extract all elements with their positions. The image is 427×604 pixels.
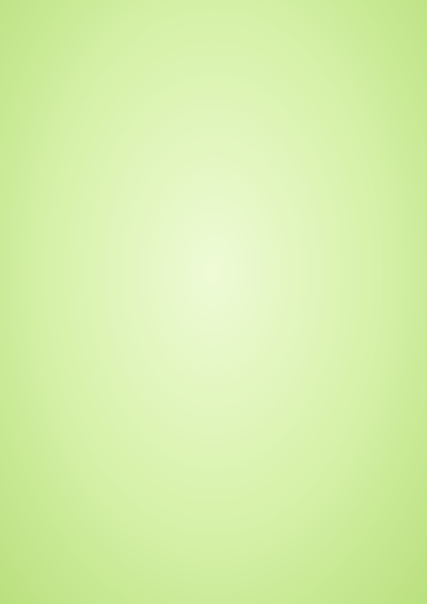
top-flower-border [0,0,427,75]
bottom-flower-border [0,526,427,604]
article-text [16,80,414,525]
